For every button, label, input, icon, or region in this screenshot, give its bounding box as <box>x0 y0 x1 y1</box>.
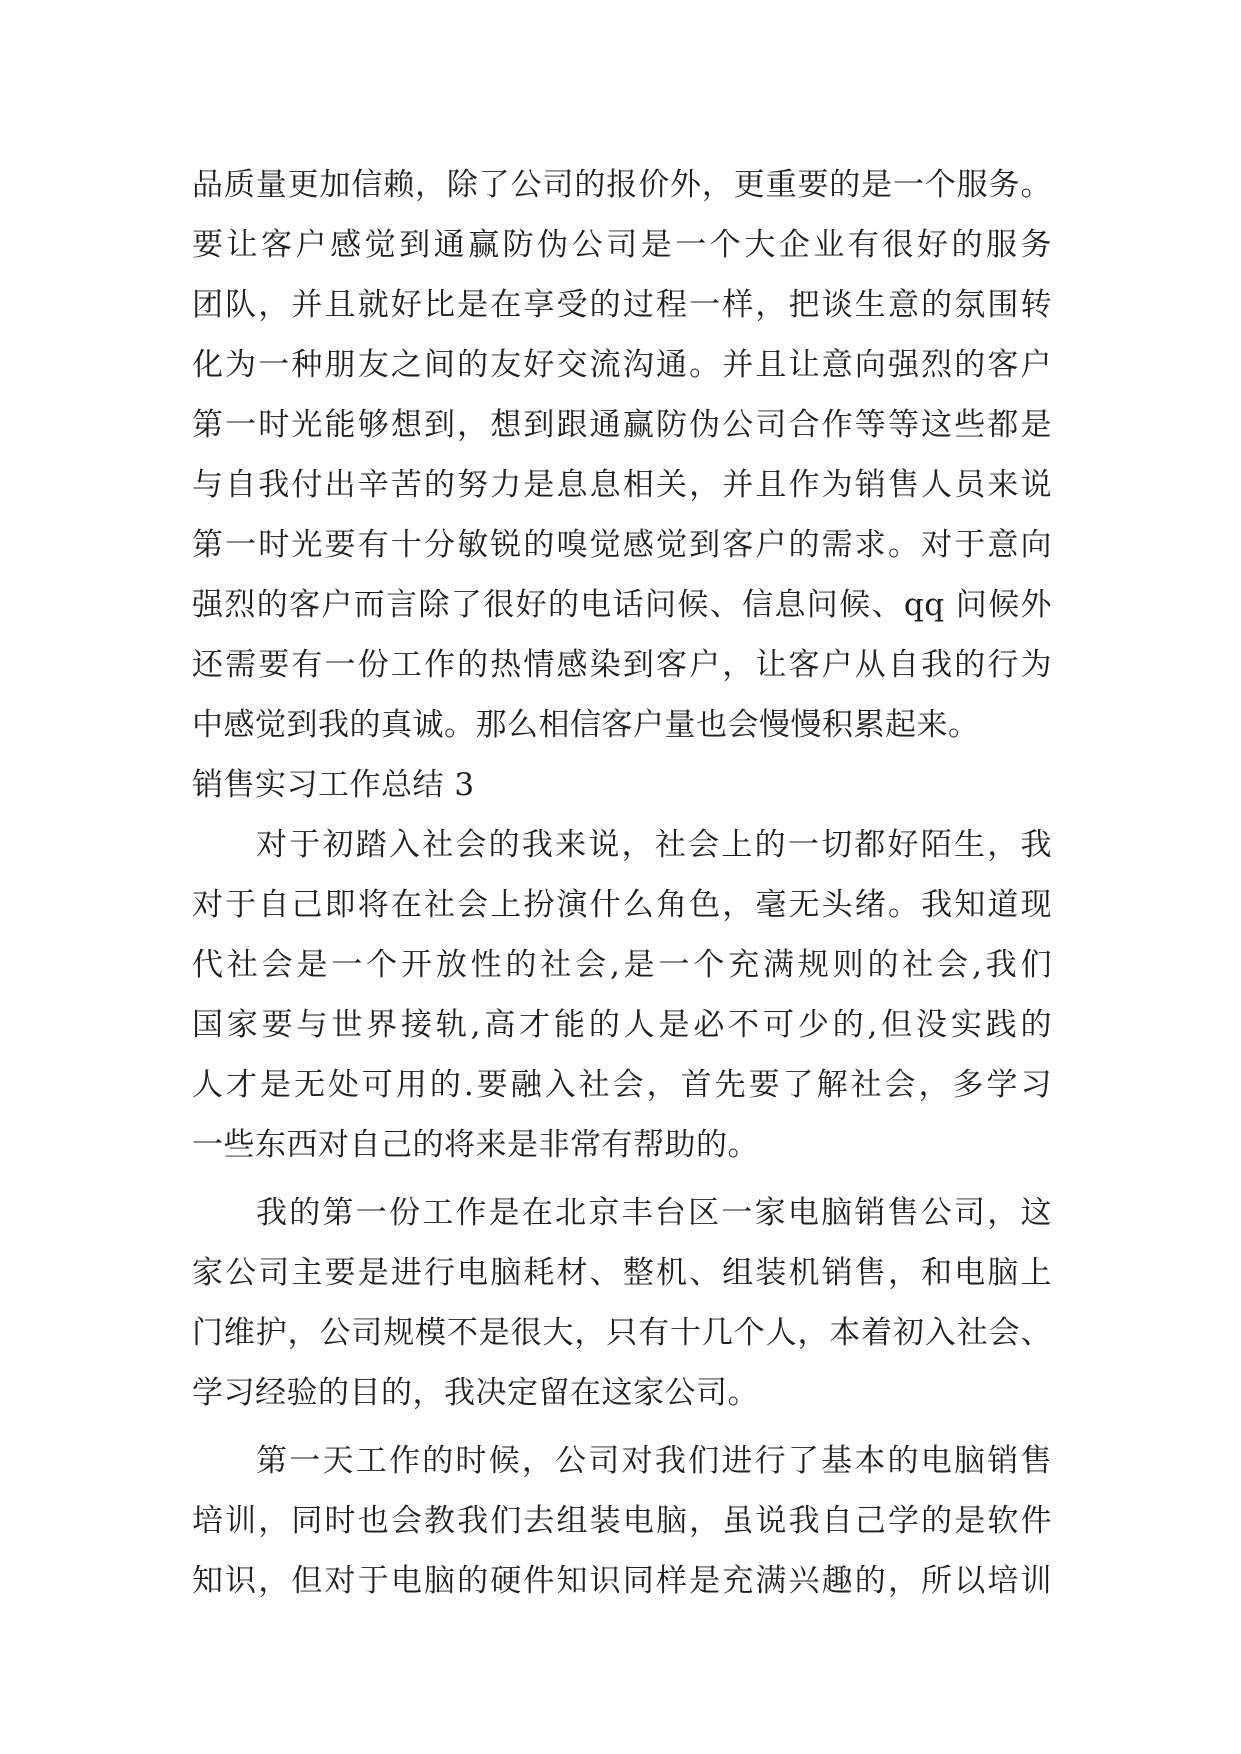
text-line: 强烈的客户而言除了很好的电话问候、信息问候、qq 问候外 <box>192 587 1052 623</box>
text-line: 知识，但对于电脑的硬件知识同样是充满兴趣的，所以培训 <box>192 1563 1052 1599</box>
text-line: 中感觉到我的真诚。那么相信客户量也会慢慢积累起来。 <box>192 707 980 743</box>
text-line: 门维护，公司规模不是很大，只有十几个人，本着初入社会、 <box>192 1315 1052 1351</box>
text-line: 家公司主要是进行电脑耗材、整机、组装机销售，和电脑上 <box>192 1255 1052 1291</box>
paragraph-spacer <box>192 1423 1052 1431</box>
text-line: 要让客户感觉到通赢防伪公司是一个大企业有很好的服务 <box>192 227 1052 263</box>
text-line: 培训，同时也会教我们去组装电脑，虽说我自己学的是软件 <box>192 1503 1052 1539</box>
paragraph-3 <box>192 1431 1052 1611</box>
text-line: 代社会是一个开放性的社会,是一个充满规则的社会,我们 <box>192 947 1052 983</box>
text-line: 人才是无处可用的.要融入社会，首先要了解社会，多学习 <box>192 1067 1052 1103</box>
text-line: 对于初踏入社会的我来说，社会上的一切都好陌生，我 <box>256 827 1052 863</box>
paragraph-continuation <box>192 155 1052 755</box>
text-line: 对于自己即将在社会上扮演什么角色，毫无头绪。我知道现 <box>192 887 1052 923</box>
text-line: 还需要有一份工作的热情感染到客户，让客户从自我的行为 <box>192 647 1052 683</box>
text-line: 第一时光能够想到，想到跟通赢防伪公司合作等等这些都是 <box>192 407 1052 443</box>
document-body <box>192 155 1052 1611</box>
paragraph-1 <box>192 815 1052 1175</box>
paragraph-2 <box>192 1183 1052 1423</box>
text-line: 一些东西对自己的将来是非常有帮助的。 <box>192 1127 759 1163</box>
section-heading: 销售实习工作总结 3 <box>192 767 475 803</box>
text-line: 与自我付出辛苦的努力是息息相关，并且作为销售人员来说 <box>192 467 1052 503</box>
text-line: 国家要与世界接轨,高才能的人是必不可少的,但没实践的 <box>192 1007 1052 1043</box>
text-line: 团队，并且就好比是在享受的过程一样，把谈生意的氛围转 <box>192 287 1052 323</box>
text-line: 我的第一份工作是在北京丰台区一家电脑销售公司，这 <box>256 1195 1052 1231</box>
text-line: 学习经验的目的，我决定留在这家公司。 <box>192 1375 759 1411</box>
text-line: 化为一种朋友之间的友好交流沟通。并且让意向强烈的客户 <box>192 347 1052 383</box>
text-line: 第一天工作的时候，公司对我们进行了基本的电脑销售 <box>256 1443 1052 1479</box>
text-line: 品质量更加信赖，除了公司的报价外，更重要的是一个服务。 <box>192 167 1052 203</box>
paragraph-spacer <box>192 1175 1052 1183</box>
text-line: 第一时光要有十分敏锐的嗅觉感觉到客户的需求。对于意向 <box>192 527 1052 563</box>
